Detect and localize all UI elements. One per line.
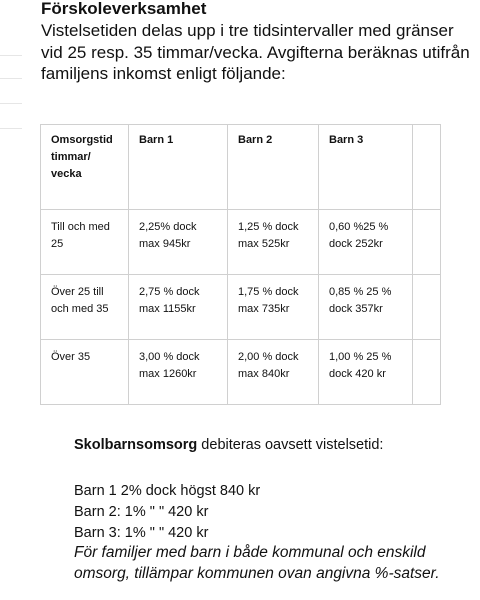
intro-paragraph: Vistelsetiden delas upp i tre tidsintervaller med gränser vid 25 resp. 35 timmar/vecka. Avgifterna beräknas utifrån familjens inkomst enligt följande: [41,21,470,83]
table-cell: Till och med 25 [41,210,129,275]
table-header-cell: Barn 3 [319,125,413,210]
italic-note: För familjer med barn i både kommunal och enskild omsorg, tillämpar kommunen ovan angivna %-satser. [74,544,440,582]
table-cell: 1,25 % dock max 525kr [228,210,319,275]
page-heading: Förskoleverksamhet [41,0,207,18]
table-cell: 0,60 %25 % dock 252kr [319,210,413,275]
table-row [41,340,441,405]
table-cell [413,340,441,405]
table-cell: 2,00 % dock max 840kr [228,340,319,405]
table-cell [413,275,441,340]
table-cell: 0,85 % 25 % dock 357kr [319,275,413,340]
table-header-cell [413,125,441,210]
table-row [41,275,441,340]
skolbarnsomsorg-heading [74,435,383,455]
table-cell: 3,00 % dock max 1260kr [129,340,228,405]
page-margin-rules [0,0,22,600]
table-cell: 2,75 % dock max 1155kr [129,275,228,340]
table-cell: Över 25 till och med 35 [41,275,129,340]
skolbarn-line: Barn 3: 1% " " 420 kr [74,525,209,541]
skolbarn-line: Barn 2: 1% " " 420 kr [74,504,209,520]
table-header-cell: Barn 2 [228,125,319,210]
table-header-cell: Barn 1 [129,125,228,210]
skolbarnsomsorg-text: debiteras oavsett vistelsetid: [197,437,384,453]
fee-table [40,124,441,405]
table-header-row [41,125,441,210]
skolbarn-line: Barn 1 2% dock högst 840 kr [74,483,261,499]
table-cell [413,210,441,275]
table-cell: Över 35 [41,340,129,405]
table-cell: 1,00 % 25 % dock 420 kr [319,340,413,405]
table-cell: 1,75 % dock max 735kr [228,275,319,340]
table-header-cell: Omsorgstid timmar/ vecka [41,125,129,210]
skolbarnsomsorg-bold-term: Skolbarnsomsorg [74,437,198,453]
table-row [41,210,441,275]
table-cell: 2,25% dock max 945kr [129,210,228,275]
